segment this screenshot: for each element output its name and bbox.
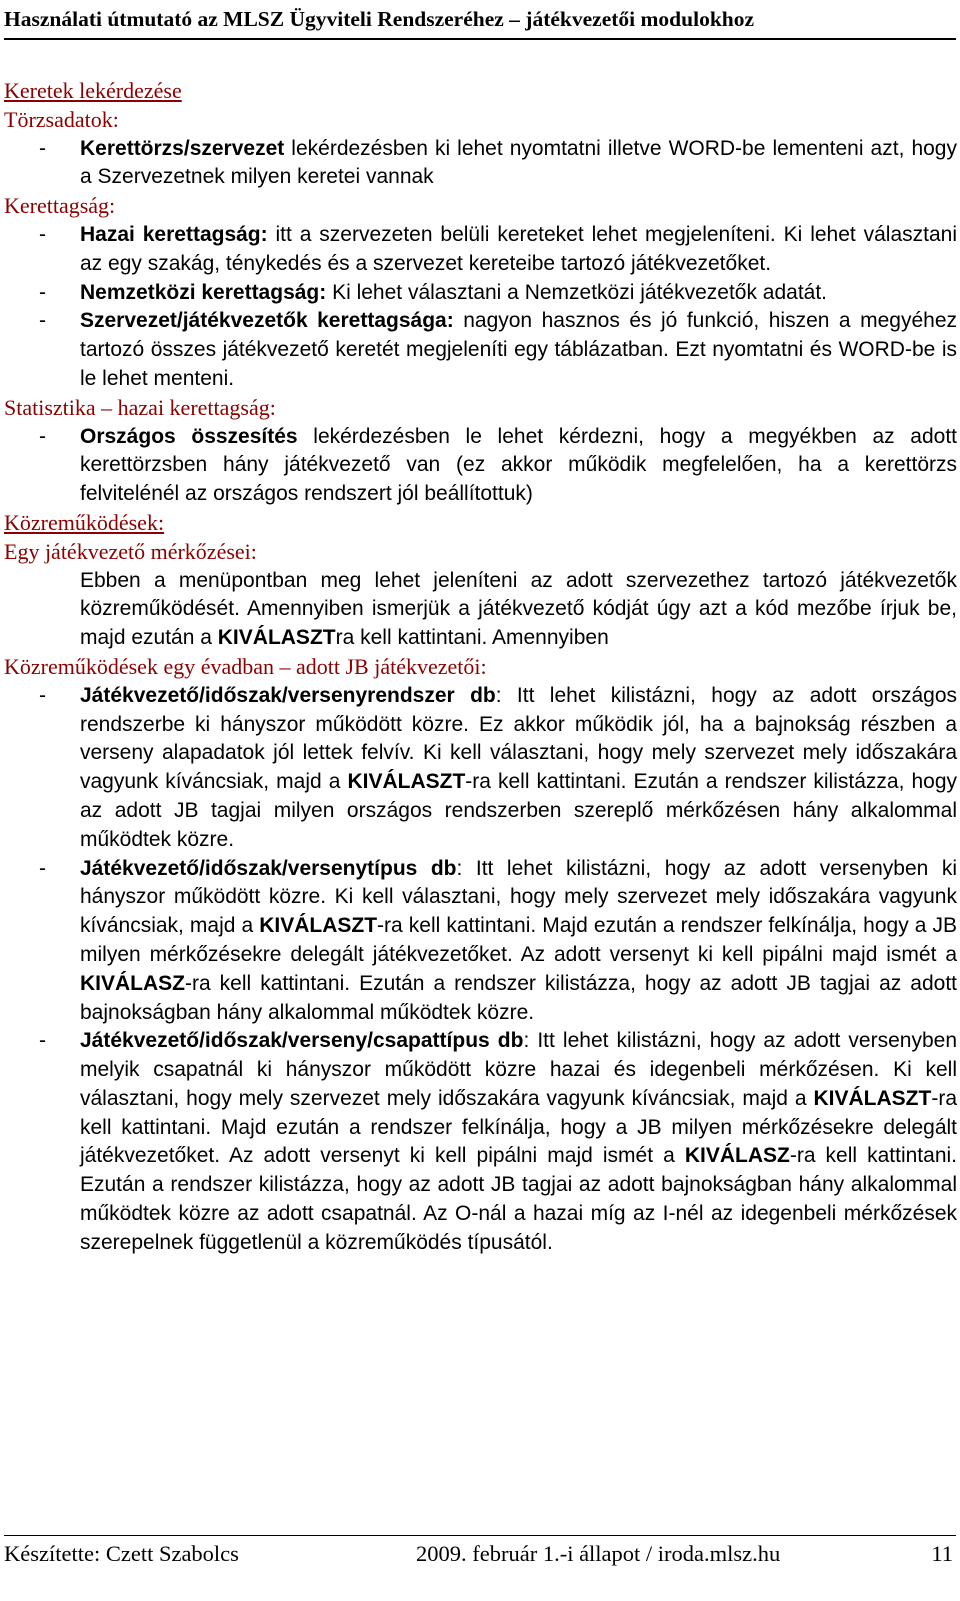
section-title-evadban: Közreműködések egy évadban – adott JB játékvezetői: [4, 653, 487, 679]
section-title-torzsadatok: Törzsadatok: [4, 106, 119, 132]
bullet-dash: - [39, 683, 46, 707]
paragraph-text: Ebben a menüpontban meg lehet jeleníteni az adott szervezethez tartozó játékvezetők közreműködését. Amennyiben ismerjük a játékvezető kódját úgy azt a kód mezőbe írjuk be, majd ezután a KIVÁLASZTra kell kattintani. Amennyiben [80, 568, 957, 650]
bullet-dash: - [39, 136, 46, 160]
section-title-statisztika: Statisztika – hazai kerettagság: [4, 394, 276, 420]
list-item [4, 221, 957, 279]
list-item [4, 135, 957, 193]
document-body [4, 77, 957, 1258]
section-title-egy-jatekvezeto: Egy játékvezető mérkőzései: [4, 538, 257, 564]
bullet-dash: - [39, 424, 46, 448]
paragraph [4, 567, 957, 653]
bullet-dash: - [39, 856, 46, 880]
list-item [4, 307, 957, 393]
bullet-dash: - [39, 222, 46, 246]
header-divider [4, 38, 956, 40]
page-number: 11 [931, 1541, 953, 1566]
footer-date-site: 2009. február 1.-i állapot / iroda.mlsz.hu [416, 1541, 781, 1566]
list-item-text: Játékvezető/időszak/versenytípus db: Itt lehet kilistázni, hogy az adott versenyben ki hányszor működött közre. Ki kell választani, hogy mely szervezet mely időszakára vagyunk kíváncsiak, majd a KIVÁLASZT-ra kell kattintani. Majd ezután a rendszer felkínálja, hogy a JB milyen mérkőzésekre delegált játékvezetőket. Az adott versenyt ki kell pipálni majd ismét a KIVÁLASZ-ra kell kattintani. Ezután a rendszer kilistázza, hogy az adott JB tagjai az adott bajnokságban hány alkalommal működtek közre. [80, 856, 957, 1024]
footer-divider [4, 1535, 956, 1536]
list-item-text: Országos összesítés lekérdezésben le lehet kérdezni, hogy a megyékben az adott kerettörzsben hány játékvezető van (ez akkor működik megfelelően, ha a kerettörzs felvitelénél az országos rendszert jól beállítottuk) [80, 424, 957, 506]
bullet-dash: - [39, 280, 46, 304]
section-title-kerettagsag: Kerettagság: [4, 193, 116, 219]
list-item [4, 423, 957, 509]
list-item-text: Játékvezető/időszak/verseny/csapattípus db: Itt lehet kilistázni, hogy az adott versenyben melyik csapatnál ki hányszor működött közre hazai és idegenbeli mérkőzésen. Ki kell választani, hogy mely szervezet mely időszakára vagyunk kíváncsiak, majd a KIVÁLASZT-ra kell kattintani. Majd ezután a rendszer felkínálja, hogy a JB milyen mérkőzésekre delegált játékvezetőket. Az adott versenyt ki kell pipálni majd ismét a KIVÁLASZ-ra kell kattintani. Ezután a rendszer kilistázza, hogy az adott JB tagjai az adott bajnokságban hány alkalommal működtek közre az adott csapatnál. Az O-nál a hazai míg az I-nél az idegenbeli mérkőzések szerepelnek függetlenül a közreműködés típusától. [80, 1029, 958, 1254]
section-title-keretek: Keretek lekérdezése [4, 78, 182, 103]
page-footer [4, 1539, 956, 1569]
list-item [4, 1027, 957, 1257]
list-item [4, 682, 957, 855]
list-item [4, 855, 957, 1028]
footer-author: Készítette: Czett Szabolcs [4, 1541, 239, 1566]
list-item-text: Játékvezető/időszak/versenyrendszer db: Itt lehet kilistázni, hogy az adott országos rendszerbe ki hányszor működött közre. Ez akkor működik jól, ha a bajnokság részben a verseny alapadatok jól lettek felvív. Ki kell választani, hogy mely szervezet mely időszakára vagyunk kíváncsiak, majd a KIVÁLASZT-ra kell kattintani. Ezután a rendszer kilistázza, hogy az adott JB tagjai milyen országos rendszerben szereplő mérkőzésen hány alkalommal működtek közre. [80, 683, 957, 851]
list-item [4, 279, 957, 308]
list-item-text: Hazai kerettagság: itt a szervezeten belüli kereteket lehet megjeleníteni. Ki lehet választani az egy szakág, ténykedés és a szervezet kereteibe tartozó játékvezetőket. [80, 222, 957, 275]
list-item-text: Szervezet/játékvezetők kerettagsága: nagyon hasznos és jó funkció, hiszen a megyéhez tartozó összes játékvezető keretét megjeleníti egy táblázatban. Ezt nyomtatni és WORD-be is le lehet menteni. [80, 309, 957, 390]
list-item-text: Kerettörzs/szervezet lekérdezésben ki lehet nyomtatni illetve WORD-be lementeni azt, hogy a Szervezetnek milyen keretei vannak [80, 136, 957, 189]
bullet-dash: - [39, 309, 46, 333]
bullet-dash: - [39, 1029, 46, 1053]
list-item-text: Nemzetközi kerettagság: Ki lehet választani a Nemzetközi játékvezetők adatát. [80, 280, 828, 304]
section-title-kozremukodesek: Közreműködések: [4, 509, 165, 535]
page-header: Használati útmutató az MLSZ Ügyviteli Rendszeréhez – játékvezetői modulokhoz [4, 7, 755, 31]
